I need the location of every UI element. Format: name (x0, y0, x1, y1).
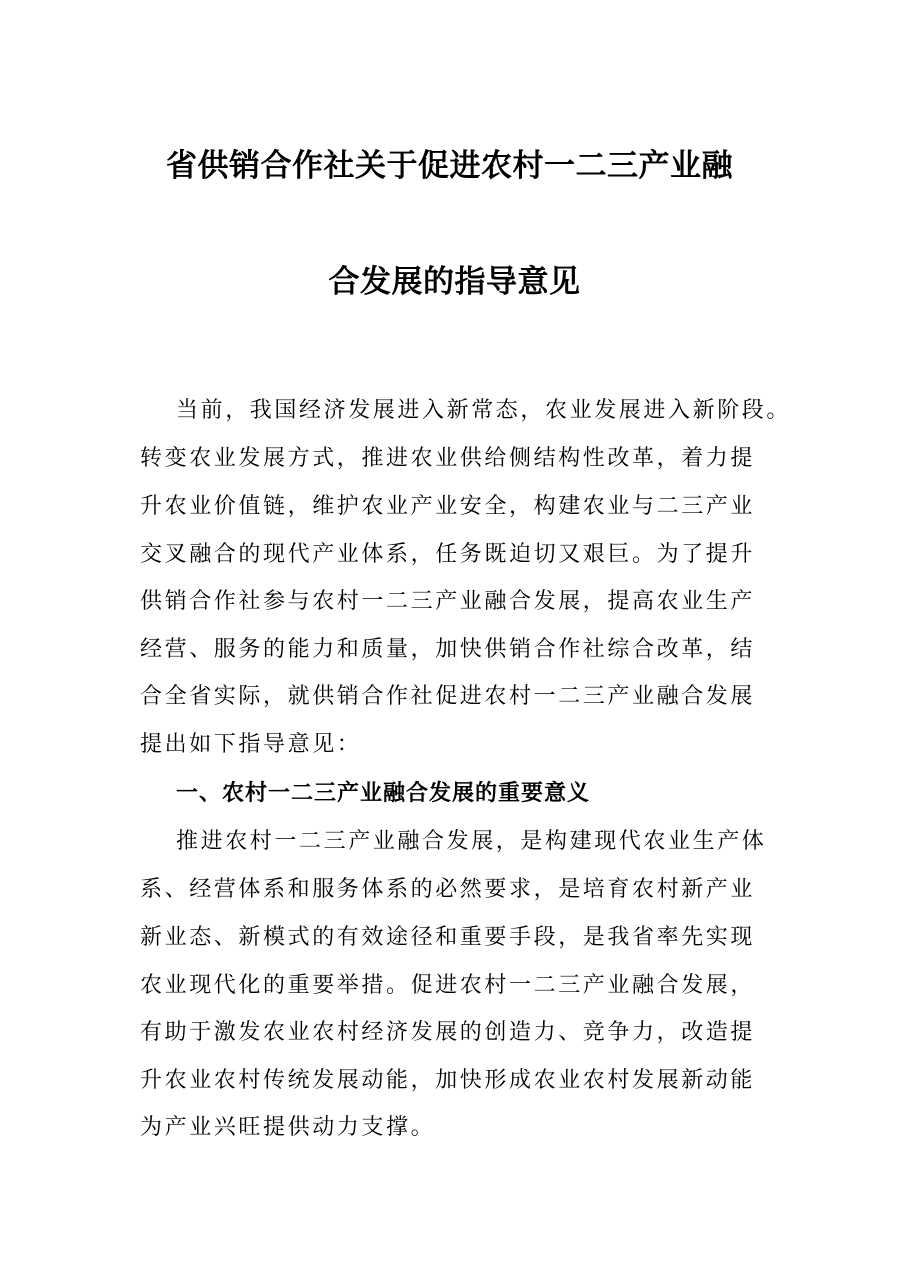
paragraph-1-line: 供销合作社参与农村一二三产业融合发展，提高农业生产 (140, 589, 756, 614)
paragraph-2-line: 升农业农村传统发展动能，加快形成农业农村发展新动能 (140, 1068, 756, 1093)
paragraph-2-line: 农业现代化的重要举措。促进农村一二三产业融合发展， (140, 973, 756, 998)
paragraph-1-line: 转变农业发展方式，推进农业供给侧结构性改革，着力提 (140, 446, 756, 471)
paragraph-2-line: 推进农村一二三产业融合发展，是构建现代农业生产体 (176, 829, 767, 854)
paragraph-2-line: 为产业兴旺提供动力支撑。 (140, 1115, 436, 1140)
paragraph-2-line: 新业态、新模式的有效途径和重要手段，是我省率先实现 (140, 925, 756, 950)
paragraph-2-line: 有助于激发农业农村经济发展的创造力、竞争力，改造提 (140, 1020, 756, 1045)
paragraph-1-line: 提出如下指导意见： (140, 732, 362, 757)
section-1-heading: 一、农村一二三产业融合发展的重要意义 (176, 781, 591, 806)
document-title-line-2: 合发展的指导意见 (328, 264, 581, 300)
paragraph-1-line: 当前，我国经济发展进入新常态，农业发展进入新阶段。 (176, 398, 792, 423)
paragraph-1-line: 升农业价值链，维护农业产业安全，构建农业与二三产业 (140, 494, 756, 519)
paragraph-1-line: 合全省实际，就供销合作社促进农村一二三产业融合发展 (140, 684, 756, 709)
paragraph-1-line: 经营、服务的能力和质量，加快供销合作社综合改革，结 (140, 637, 756, 662)
paragraph-2-line: 系、经营体系和服务体系的必然要求，是培育农村新产业 (140, 877, 756, 902)
paragraph-1-line: 交叉融合的现代产业体系，任务既迫切又艰巨。为了提升 (140, 542, 756, 567)
document-title-line-1: 省供销合作社关于促进农村一二三产业融 (166, 148, 733, 184)
